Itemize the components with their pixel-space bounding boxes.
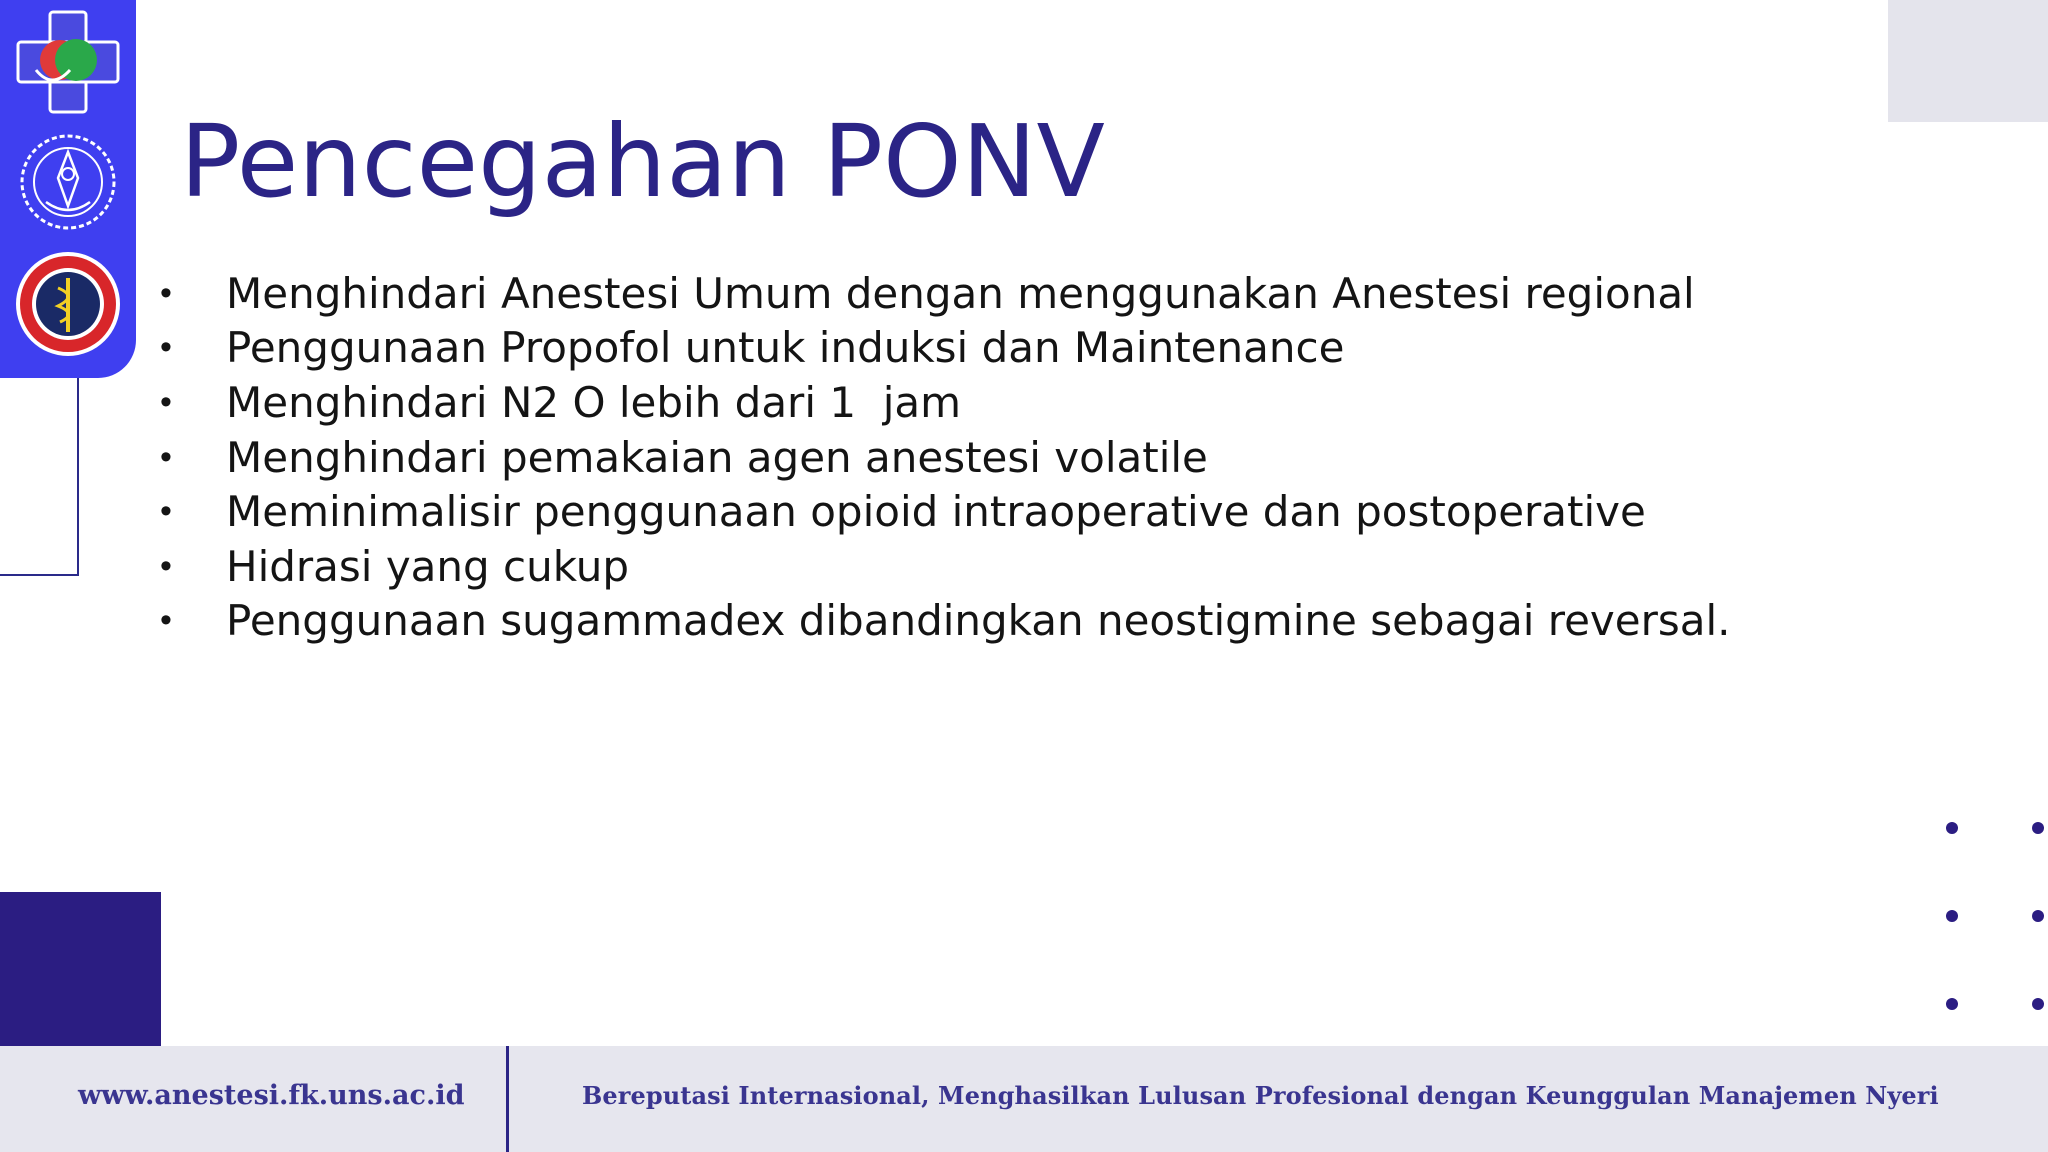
decorative-dot xyxy=(1946,822,1958,834)
bullet-marker: • xyxy=(160,546,172,585)
bullet-item xyxy=(156,321,1731,376)
decorative-dot xyxy=(2032,910,2044,922)
bullet-text: Penggunaan Propofol untuk induksi dan Maintenance xyxy=(226,323,1345,373)
bullet-item xyxy=(156,375,1731,430)
footer-tagline: Bereputasi Internasional, Menghasilkan Lulusan Profesional dengan Keunggulan Manajemen Nyeri xyxy=(582,1081,1939,1110)
bullet-marker: • xyxy=(160,328,172,367)
decorative-line-vertical xyxy=(77,378,79,575)
decorative-dot xyxy=(2032,822,2044,834)
bullet-item xyxy=(156,484,1731,539)
medical-association-logo xyxy=(12,248,124,360)
decorative-block-top-right xyxy=(1888,0,2048,122)
university-seal-logo xyxy=(12,126,124,238)
bullet-item xyxy=(156,430,1731,485)
bullet-marker: • xyxy=(160,382,172,421)
hospital-cross-logo xyxy=(12,6,124,118)
decorative-line-horizontal xyxy=(0,574,79,576)
bullet-text: Menghindari Anestesi Umum dengan menggunakan Anestesi regional xyxy=(226,268,1695,318)
logo-strip xyxy=(0,0,136,378)
bullet-text: Hidrasi yang cukup xyxy=(226,541,630,591)
bullet-text: Meminimalisir penggunaan opioid intraoperative dan postoperative xyxy=(226,487,1646,537)
bullet-list xyxy=(156,266,1731,648)
bullet-item xyxy=(156,594,1731,649)
footer-bar xyxy=(0,1046,2048,1152)
decorative-dot xyxy=(2032,998,2044,1010)
bullet-marker: • xyxy=(160,601,172,640)
bullet-item xyxy=(156,266,1731,321)
slide-title: Pencegahan PONV xyxy=(180,103,1105,220)
bullet-text: Penggunaan sugammadex dibandingkan neostigmine sebagai reversal. xyxy=(226,596,1731,646)
bullet-marker: • xyxy=(160,492,172,531)
bullet-text: Menghindari N2 O lebih dari 1 jam xyxy=(226,377,962,427)
bullet-item xyxy=(156,539,1731,594)
footer-divider xyxy=(506,1046,509,1152)
bullet-marker: • xyxy=(160,273,172,312)
decorative-block-bottom-left xyxy=(0,892,161,1046)
decorative-dot-grid xyxy=(1946,822,2048,1022)
bullet-text: Menghindari pemakaian agen anestesi volatile xyxy=(226,432,1208,482)
footer-website: www.anestesi.fk.uns.ac.id xyxy=(78,1080,465,1111)
bullet-marker: • xyxy=(160,437,172,476)
decorative-dot xyxy=(1946,998,1958,1010)
decorative-dot xyxy=(1946,910,1958,922)
